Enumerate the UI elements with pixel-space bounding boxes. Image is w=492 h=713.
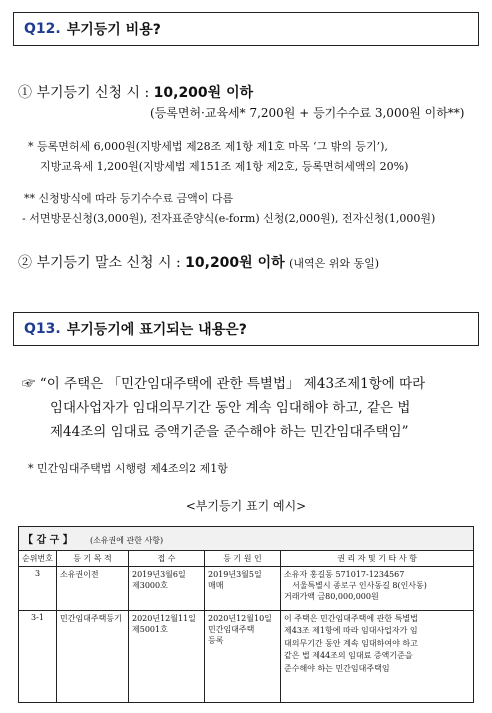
q12-note1-line1: * 등록면허세 6,000원(지방세법 제28조 제1항 제1호 마목 ‘그 밖의 등기’),	[28, 140, 388, 153]
row2-holder-line2: 제43조 제1항에 따라 임대사업자가 임	[284, 626, 418, 636]
header-purpose: 등 기 목 적	[57, 551, 129, 567]
header-cause: 등 기 원 인	[205, 551, 281, 567]
row1-holder	[281, 567, 474, 611]
row2-purpose: 민간임대주택등기	[57, 611, 129, 703]
table-section-row	[19, 527, 474, 551]
section-label: 【 갑 구 】	[23, 535, 73, 546]
row2-holder	[281, 611, 474, 703]
row2-receipt-no: 제5001호	[132, 625, 168, 634]
row2-holder-line4: 같은 법 제44조의 임대료 증액기준을	[284, 651, 413, 661]
q12-item2	[18, 252, 379, 272]
header-rank: 순위번호	[19, 551, 57, 567]
table-row	[19, 567, 474, 611]
q12-item1	[18, 82, 253, 102]
row2-rank: 3-1	[19, 611, 57, 703]
q12-note1-line2: 지방교육세 1,200원(지방세법 제151조 제1항 제2호, 등록면허세액의 20%)	[40, 160, 409, 173]
row1-holder-line1: 소유자 홍길동 571017-1234567	[284, 570, 405, 579]
row2-holder-line3: 대의무기간 동안 계속 임대하여야 하고	[284, 638, 418, 648]
header-receipt: 접 수	[129, 551, 205, 567]
section-cell	[19, 527, 474, 551]
row2-holder-line5: 준수해야 하는 민간임대주택임	[284, 663, 390, 673]
row1-cause-date: 2019년3월5일	[208, 570, 262, 579]
row1-rank: 3	[19, 567, 57, 611]
row2-receipt	[129, 611, 205, 703]
q13-quote-line1	[22, 372, 425, 392]
q13-quote-line2: 임대사업자가 임대의무기간 동안 계속 임대해야 하고, 같은 법	[50, 400, 411, 416]
item2-label: 부기등기 말소 신청 시 :	[36, 255, 186, 271]
q13-number: Q13.	[24, 321, 61, 337]
item2-detail: (내역은 위와 동일)	[289, 257, 380, 270]
row1-cause-type: 매매	[208, 581, 224, 590]
row1-receipt-date: 2019년3월6일	[132, 570, 186, 579]
q13-title: 부기등기에 표기되는 내용은?	[66, 322, 247, 338]
item2-marker: ②	[18, 255, 32, 271]
row2-cause-line3: 등록	[208, 636, 224, 645]
item1-marker: ①	[18, 85, 32, 101]
quote-line1-text: “이 주택은 「민간임대주택에 관한 특별법」 제43조제1항에 따라	[39, 376, 426, 392]
row1-receipt	[129, 567, 205, 611]
q12-note2-line1: ** 신청방식에 따라 등기수수료 금액이 다름	[24, 192, 234, 205]
item2-amount: 10,200원 이하	[185, 255, 285, 271]
row1-cause	[205, 567, 281, 611]
table-row	[19, 611, 474, 703]
quote-marker: ☞	[22, 376, 36, 392]
q13-quote-line3: 제44조의 임대료 증액기준을 준수해야 하는 민간임대주택임”	[50, 424, 409, 440]
q12-note2-line2: - 서면방문신청(3,000원), 전자표준양식(e-form) 신청(2,000원), 전자신청(1,000원)	[22, 212, 436, 225]
row2-cause	[205, 611, 281, 703]
table-header-row	[19, 551, 474, 567]
item1-amount: 10,200원 이하	[153, 85, 254, 101]
row2-cause-date: 2020년12월10일	[208, 614, 272, 623]
row2-holder-line1: 이 주택은 민간임대주택에 관한 특별법	[284, 614, 418, 623]
registry-table	[18, 526, 474, 703]
row1-holder-line3: 거래가액 금80,000,000원	[284, 592, 379, 601]
row1-purpose: 소유권이전	[57, 567, 129, 611]
item1-detail: (등록면허·교육세* 7,200원 + 등기수수료 3,000원 이하**)	[150, 106, 465, 120]
q12-number: Q12.	[24, 21, 61, 37]
row1-receipt-no: 제3000호	[132, 581, 168, 590]
q12-heading-box	[13, 12, 479, 46]
row2-receipt-date: 2020년12월11일	[132, 614, 196, 623]
example-title: <부기등기 표기 예시>	[185, 499, 307, 513]
row1-holder-line2: 서울특별시 종로구 인사동길 8(인사동)	[292, 581, 427, 590]
q12-title: 부기등기 비용?	[66, 22, 161, 38]
q13-heading-box	[13, 312, 479, 346]
header-holder: 권 리 자 및 기 타 사 항	[281, 551, 474, 567]
q13-note: * 민간임대주택법 시행령 제4조의2 제1항	[28, 462, 228, 475]
section-note: (소유권에 관한 사항)	[89, 536, 164, 545]
row2-cause-line2: 민간임대주택	[208, 625, 255, 634]
item1-label: 부기등기 신청 시 :	[36, 85, 154, 101]
